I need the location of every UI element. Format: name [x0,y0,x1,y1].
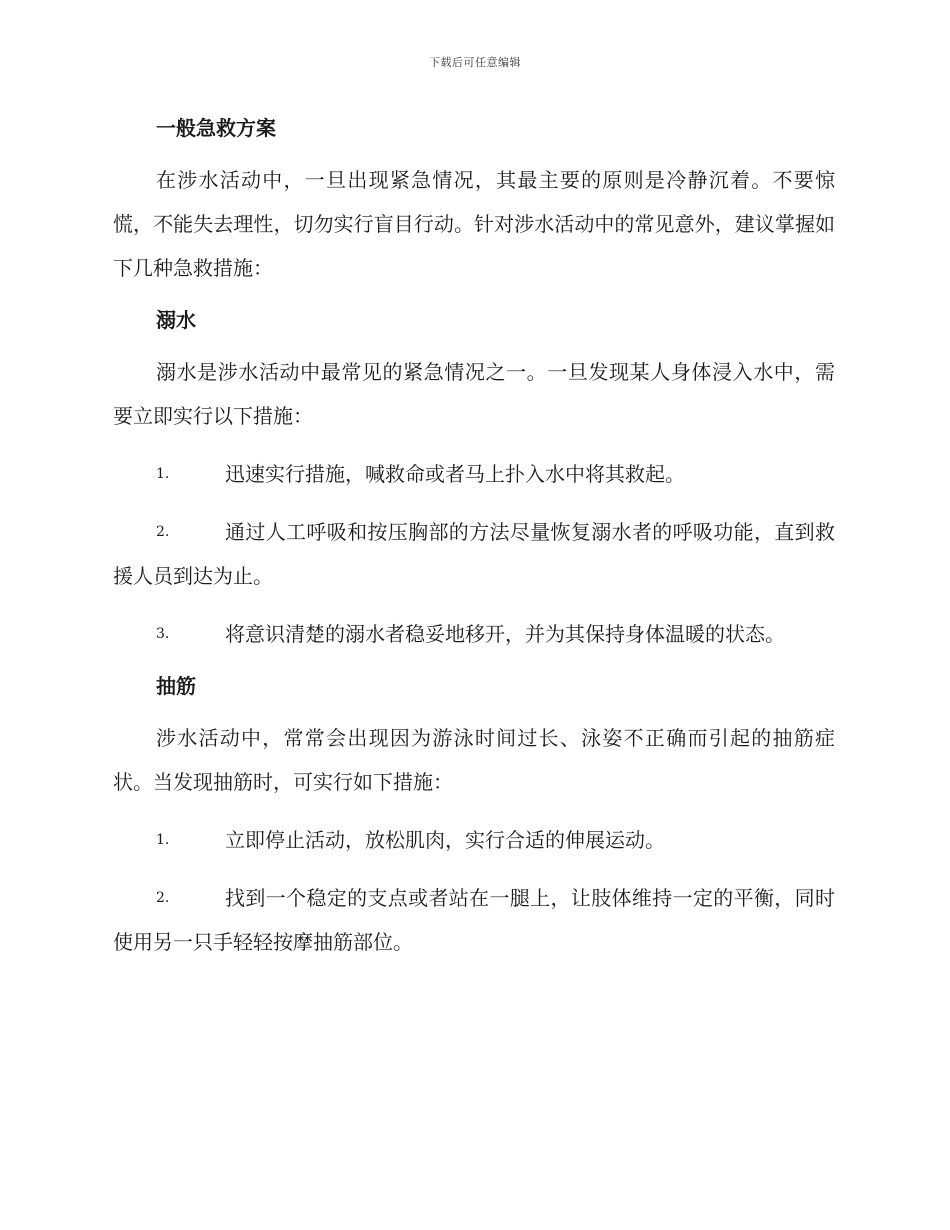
cramp-paragraph: 涉水活动中，常常会出现因为游泳时间过长、泳姿不正确而引起的抽筋症状。当发现抽筋时，可实行如下措施： [113,726,835,794]
section-title-general: 一般急救方案 [156,116,276,140]
section-title-cramp: 抽筋 [156,674,196,698]
list-item [113,876,835,964]
section-title-drowning: 溺水 [156,308,196,332]
list-number: 1. [156,832,170,848]
list-text: 通过人工呼吸和按压胸部的方法尽量恢复溺水者的呼吸功能，直到救援人员到达为止。 [113,520,835,588]
list-number: 1. [156,466,170,482]
list-text: 迅速实行措施，喊救命或者马上扑入水中将其救起。 [225,462,685,486]
document-body [113,112,835,964]
list-item [113,510,835,598]
drowning-paragraph: 溺水是涉水活动中最常见的紧急情况之一。一旦发现某人身体浸入水中，需要立即实行以下措施： [113,360,835,428]
list-text: 立即停止活动，放松肌肉，实行合适的伸展运动。 [225,828,665,852]
list-number: 2. [156,890,170,906]
list-text: 找到一个稳定的支点或者站在一腿上，让肢体维持一定的平衡，同时使用另一只手轻轻按摩抽筋部位。 [113,886,835,954]
list-item [113,452,835,496]
list-item [113,612,835,656]
general-paragraph: 在涉水活动中，一旦出现紧急情况，其最主要的原则是冷静沉着。不要惊慌，不能失去理性，切勿实行盲目行动。针对涉水活动中的常见意外，建议掌握如下几种急救措施： [113,168,835,280]
list-item [113,818,835,862]
header-note: 下载后可任意编辑 [429,56,521,69]
list-text: 将意识清楚的溺水者稳妥地移开，并为其保持身体温暖的状态。 [225,622,785,646]
list-number: 3. [156,626,170,642]
list-number: 2. [156,524,170,540]
